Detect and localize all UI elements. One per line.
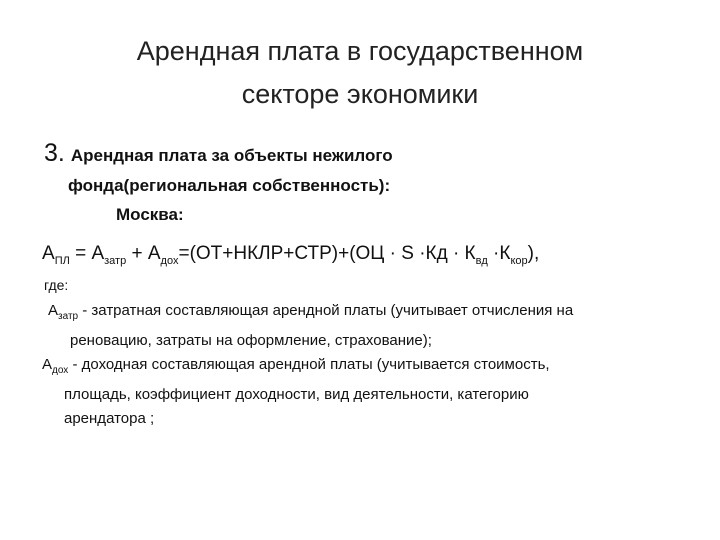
formula-subscript: кор [510,255,528,267]
definition-symbol: А [48,302,59,319]
formula-part: + А [126,243,161,264]
definition-text: реновацию, затраты на оформление, страхование); [70,332,432,349]
definition-cost-component [48,299,698,353]
formula-subscript: дох [160,255,179,267]
formula-part: =(ОТ+НКЛР+СТР)+(ОЦ · S ·Кд · К [178,243,476,264]
definition-text: - затратная составляющая арендной платы (учитывает отчисления на [78,302,574,319]
formula-part: = А [69,243,105,264]
slide-title-line2: секторе экономики [241,79,479,109]
city-label: Москва: [116,205,184,224]
definition-text: - доходная составляющая арендной платы (учитывается стоимость, [68,356,550,373]
definition-income-component [42,353,692,431]
formula-part: ·К [487,243,511,264]
section-heading-line1: Арендная плата за объекты нежилого [70,146,393,165]
section-heading-line2: фонда(региональная собственность): [68,176,391,195]
formula-subscript: ПЛ [54,255,70,267]
section-heading [44,138,684,201]
rent-formula [42,241,539,274]
slide-title [0,30,720,116]
definition-subscript: затр [58,311,79,322]
definition-symbol: А [42,356,53,373]
where-label: где: [44,277,69,293]
section-number: 3. [44,139,65,167]
formula-part: А [42,243,55,264]
definition-text: арендатора ; [64,410,155,427]
formula-subscript: затр [104,255,127,267]
formula-subscript: вд [475,255,488,267]
formula-part: ), [527,243,540,264]
definition-text: площадь, коэффициент доходности, вид деятельности, категорию [64,386,529,403]
slide-title-line1: Арендная плата в государственном [136,36,584,66]
definition-subscript: дох [52,365,69,376]
